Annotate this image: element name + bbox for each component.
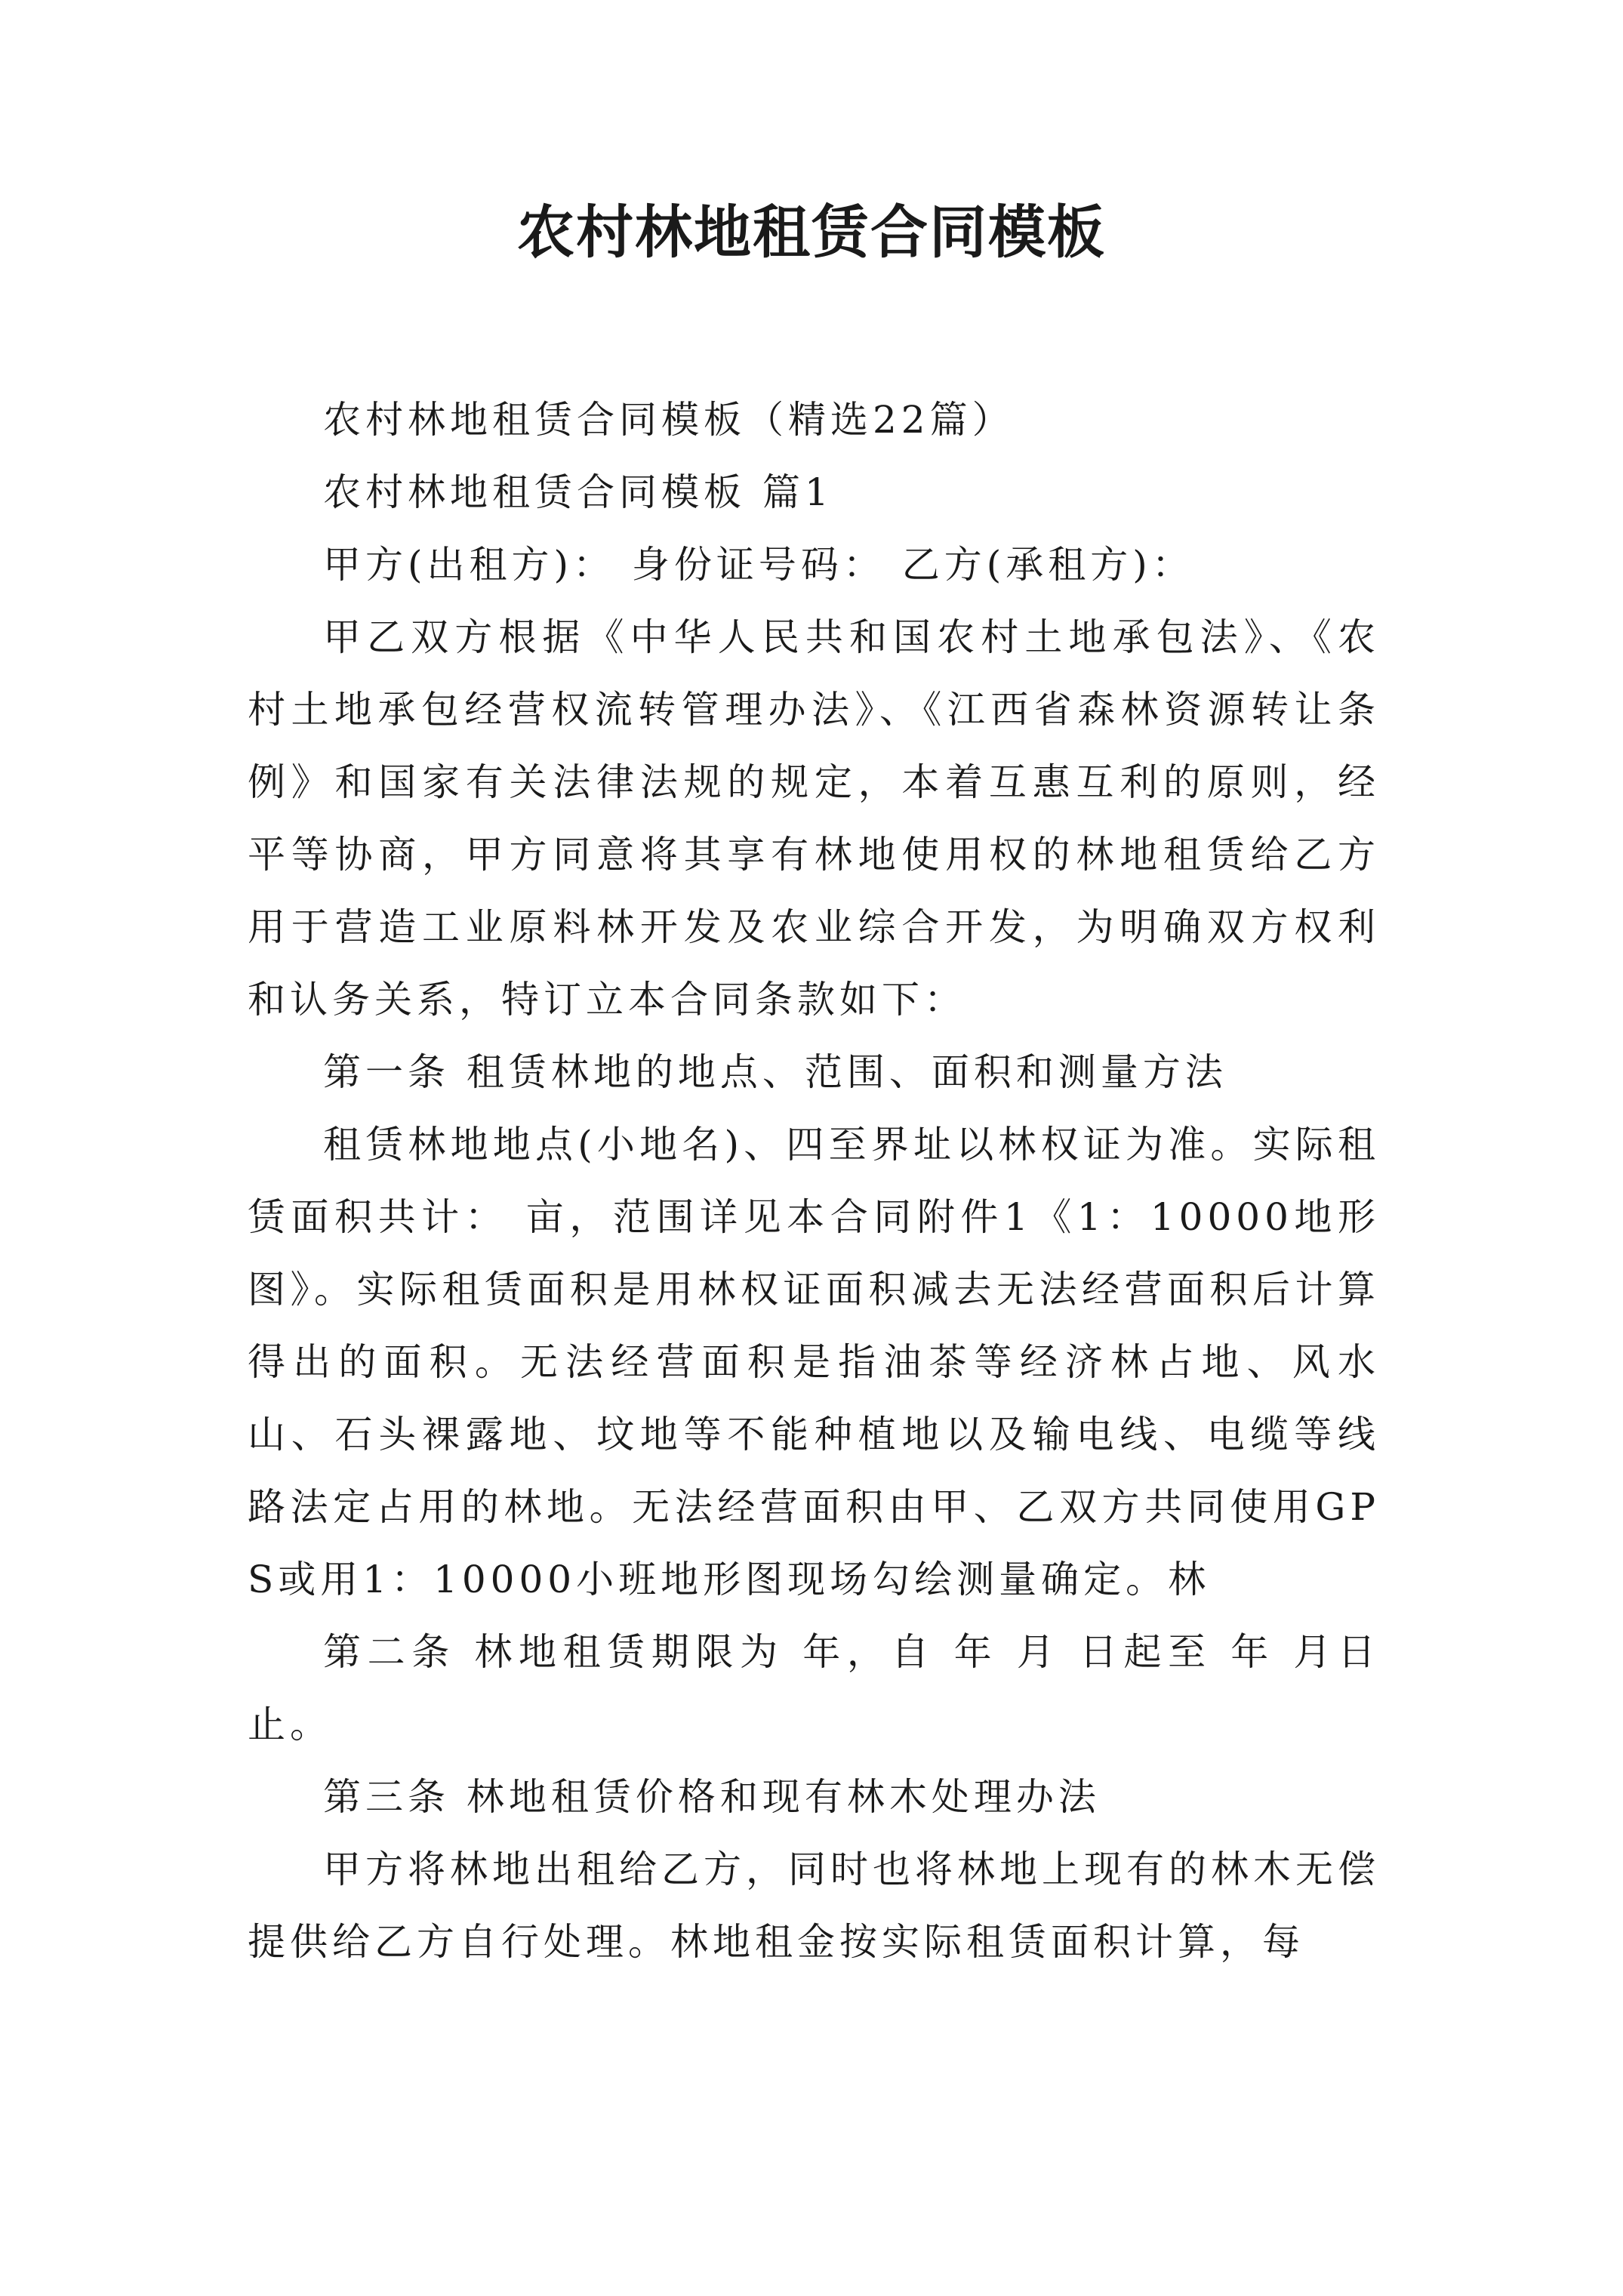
paragraph-section-heading: 农村林地租赁合同模板 篇1 [323,470,833,514]
paragraph-article-1-body: 租赁林地地点(小地名)、四至界址以林权证为准。实际租赁面积共计： 亩，范围详见本合同附件1《1：10000地形图》。实际租赁面积是用林权证面积减去无法经营面积后计算得出的面积。无法经营面积是指油茶等经济林占地、风水山、石头裸露地、坟地等不能种植地以及输电线、电缆等线路法定占用的林地。无法经营面积由甲、乙双方共同使用GPS或用1：10000小班地形图现场勾绘测量确定。林 [248,1123,1380,1601]
paragraph-article-2: 第二条 林地租赁期限为 年，自 年 月 日起至 年 月日止。 [248,1630,1380,1746]
paragraph-preamble: 甲乙双方根据《中华人民共和国农村土地承包法》、《农村土地承包经营权流转管理办法》、《江西省森林资源转让条例》和国家有关法律法规的规定，本着互惠互利的原则，经平等协商，甲方同意将其享有林地使用权的林地租赁给乙方用于营造工业原料林开发及农业综合开发，为明确双方权利和认务关系，特订立本合同条款如下： [248,615,1380,1022]
paragraph-article-3-heading: 第三条 林地租赁价格和现有林木处理办法 [323,1775,1101,1819]
paragraph-parties: 甲方(出租方)： 身份证号码： 乙方(承租方)： [323,543,1194,587]
paragraph-article-1-heading: 第一条 租赁林地的地点、范围、面积和测量方法 [323,1050,1227,1094]
paragraph-article-3-body: 甲方将林地出租给乙方，同时也将林地上现有的林木无偿提供给乙方自行处理。林地租金按实际租赁面积计算，每 [248,1848,1380,1964]
document-body [248,384,1380,1978]
document-title: 农村林地租赁合同模板 [517,199,1106,266]
paragraph-subtitle: 农村林地租赁合同模板（精选22篇） [323,398,1015,442]
